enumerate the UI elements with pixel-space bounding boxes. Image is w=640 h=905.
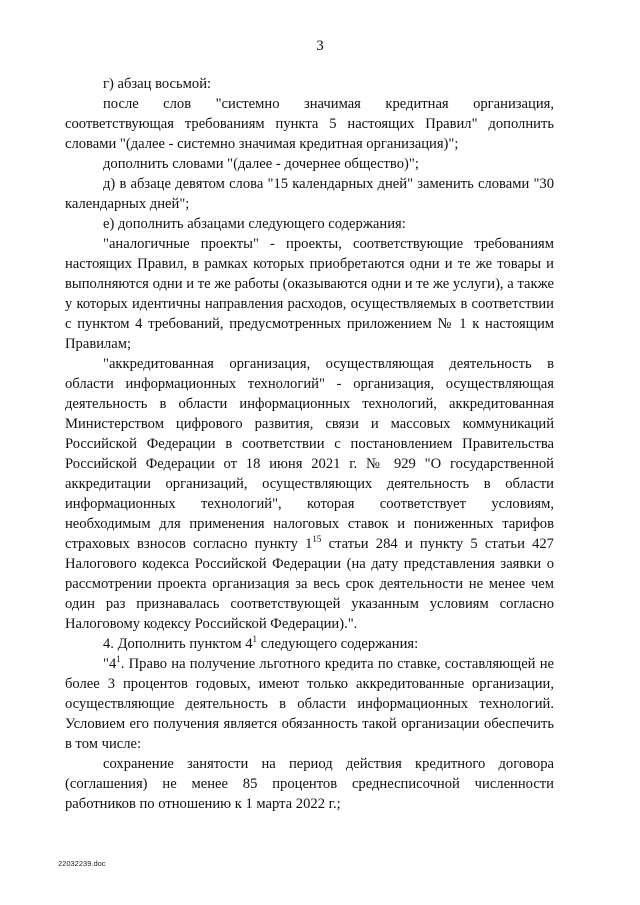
paragraph bbox=[65, 634, 554, 654]
paragraph-text: 4. Дополнить пунктом 4 bbox=[103, 636, 253, 652]
paragraph: сохранение занятости на период действия кредитного договора (соглашения) не менее 85 процентов среднесписочной численности работников по отношению к 1 марта 2022 г.; bbox=[65, 756, 554, 812]
paragraph: д) в абзаце девятом слова "15 календарных дней" заменить словами "30 календарных дней"; bbox=[65, 176, 554, 212]
paragraph-text: статьи 284 и пункту 5 статьи 427 Налогового кодекса Российской Федерации (на дату представления заявки о рассмотрении проекта организация за весь срок деятельности не менее чем один раз признавалась соответствующей указанным условиям согласно Налоговому кодексу Российской Федерации).". bbox=[65, 536, 554, 632]
paragraph-text: "аккредитованная организация, осуществляющая деятельность в области информационных технологий" - организация, осуществляющая деятельность в области информационных технологий, аккредитованная Министерством цифрового развития, связи и массовых коммуникаций Российской Федерации в соответствии с постановлением Правительства Российской Федерации от 18 июня 2021 г. № 929 "О государственной аккредитации организаций, осуществляющих деятельность в области информационных технологий", которая соответствует условиям, необходимым для применения налоговых ставок и пониженных тарифов страховых взносов согласно пункту 1 bbox=[65, 356, 554, 552]
paragraph: е) дополнить абзацами следующего содержания: bbox=[103, 216, 406, 232]
paragraph: "аналогичные проекты" - проекты, соответствующие требованиям настоящих Правил, в рамках которых приобретаются одни и те же товары и выполняются одни и те же работы (оказываются одни и те же услуги), а также у которых идентичны направления расходов, осуществляемых в соответствии с пунктом 4 требований, предусмотренных приложением № 1 к настоящим Правилам; bbox=[65, 236, 554, 352]
superscript: 1 bbox=[252, 634, 258, 645]
paragraph-text: . Право на получение льготного кредита по ставке, составляющей не более 3 процентов годовых, имеют только аккредитованные организации, осуществляющие деятельность в области информационных технологий. Условием его получения является обязанность такой организации обеспечить в том числе: bbox=[65, 656, 554, 752]
superscript: 1 bbox=[116, 654, 121, 665]
paragraph: после слов "системно значимая кредитная организация, соответствующая требованиям пункта 5 настоящих Правил" дополнить словами "(далее - системно значимая кредитная организация)"; bbox=[65, 96, 554, 152]
paragraph-text: "4 bbox=[103, 656, 117, 672]
paragraph bbox=[65, 654, 554, 754]
paragraph: дополнить словами "(далее - дочернее общество)"; bbox=[103, 156, 419, 172]
paragraph-text: следующего содержания: bbox=[257, 636, 419, 652]
document-file-code: 22032239.doc bbox=[58, 859, 106, 868]
page-number: 3 bbox=[316, 38, 324, 54]
paragraph: г) абзац восьмой: bbox=[103, 76, 212, 92]
superscript: 15 bbox=[312, 534, 322, 545]
paragraph bbox=[65, 354, 554, 634]
document-body bbox=[65, 74, 554, 814]
